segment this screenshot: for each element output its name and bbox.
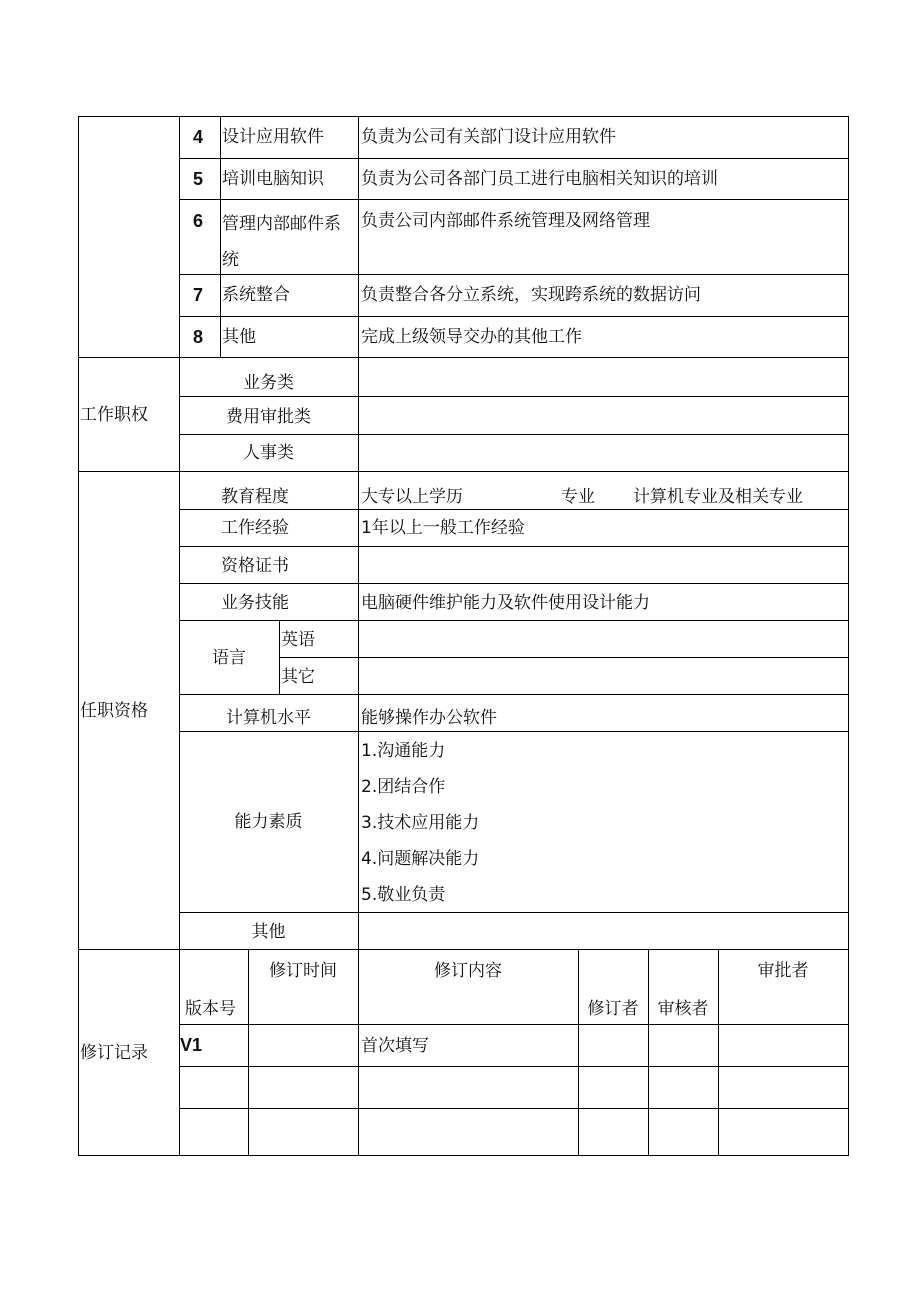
duty-name: 管理内部邮件系 (222, 214, 341, 234)
table-line (848, 116, 849, 1155)
table-line (179, 274, 849, 275)
duty-name: 设计应用软件 (222, 127, 324, 147)
ability-item: 2.团结合作 (361, 777, 446, 797)
duty-number: 4 (193, 127, 204, 147)
table-line (78, 949, 849, 950)
table-line (279, 657, 849, 658)
table-line (578, 949, 579, 1155)
revision-version: V1 (180, 1035, 203, 1055)
table-line (179, 199, 849, 200)
table-line (179, 912, 849, 913)
skill-label: 业务技能 (221, 593, 289, 613)
table-line (648, 949, 649, 1155)
table-line (179, 434, 849, 435)
header-approver: 审批者 (757, 961, 809, 981)
table-line (179, 509, 849, 510)
ability-item: 1.沟通能力 (361, 741, 446, 761)
certificate-label: 资格证书 (221, 556, 289, 576)
qualification-other-label: 其他 (251, 922, 286, 942)
authority-item: 人事类 (243, 443, 294, 463)
ability-item: 3.技术应用能力 (361, 813, 480, 833)
duty-number: 5 (193, 169, 204, 189)
table-line (78, 1155, 849, 1156)
table-line (179, 731, 849, 732)
duty-name: 培训电脑知识 (222, 169, 324, 189)
table-line (179, 583, 849, 584)
section-label-qualification: 任职资格 (80, 701, 148, 721)
section-label-authority: 工作职权 (80, 405, 148, 425)
duty-number: 8 (193, 327, 204, 347)
header-reviser: 修订者 (587, 999, 639, 1019)
ability-label: 能力素质 (234, 812, 303, 832)
table-line (179, 1108, 849, 1109)
table-line (78, 116, 79, 1155)
table-line (179, 316, 849, 317)
skill-value: 电脑硬件维护能力及软件使用设计能力 (361, 593, 650, 613)
authority-item: 业务类 (243, 373, 294, 393)
duty-description: 负责为公司有关部门设计应用软件 (361, 127, 616, 147)
section-label-revision: 修订记录 (80, 1043, 148, 1063)
table-line (248, 1024, 849, 1025)
table-line (179, 116, 180, 1155)
table-line (179, 1066, 849, 1067)
table-line (279, 620, 280, 694)
table-line (358, 116, 359, 949)
ability-item: 5.敬业负责 (361, 885, 446, 905)
language-label: 语言 (212, 648, 246, 668)
language-english: 英语 (281, 630, 315, 650)
duty-description: 负责为公司各部门员工进行电脑相关知识的培训 (361, 169, 718, 189)
duty-number: 6 (193, 211, 204, 231)
header-version: 版本号 (185, 999, 236, 1019)
table-line (179, 546, 849, 547)
ability-item: 4.问题解决能力 (361, 849, 480, 869)
header-time: 修订时间 (269, 961, 337, 981)
revision-content: 首次填写 (361, 1036, 429, 1056)
education-value: 大专以上学历 (361, 487, 463, 507)
table-line (78, 357, 849, 358)
duty-description: 完成上级领导交办的其他工作 (361, 327, 582, 347)
table-line (78, 471, 849, 472)
duty-number: 7 (193, 285, 204, 305)
table-line (179, 1024, 248, 1025)
table-line (220, 116, 221, 357)
language-other: 其它 (281, 667, 315, 687)
duty-name-continued: 统 (222, 250, 239, 270)
table-line (78, 116, 849, 117)
duty-description: 负责公司内部邮件系统管理及网络管理 (361, 211, 650, 231)
authority-item: 费用审批类 (226, 407, 311, 427)
header-content: 修订内容 (434, 961, 502, 981)
duty-description: 负责整合各分立系统，实现跨系统的数据访问 (361, 285, 701, 305)
experience-value: 1年以上一般工作经验 (361, 518, 525, 538)
major-value: 计算机专业及相关专业 (633, 487, 803, 507)
computer-label: 计算机水平 (226, 708, 311, 728)
header-checker: 审核者 (657, 999, 709, 1019)
duty-name: 其他 (222, 327, 256, 347)
education-label: 教育程度 (221, 487, 289, 507)
table-line (179, 396, 849, 397)
table-line (179, 158, 849, 159)
experience-label: 工作经验 (221, 518, 289, 538)
duty-name: 系统整合 (222, 285, 290, 305)
computer-value: 能够操作办公软件 (361, 708, 497, 728)
table-line (179, 694, 849, 695)
major-label: 专业 (561, 487, 595, 507)
